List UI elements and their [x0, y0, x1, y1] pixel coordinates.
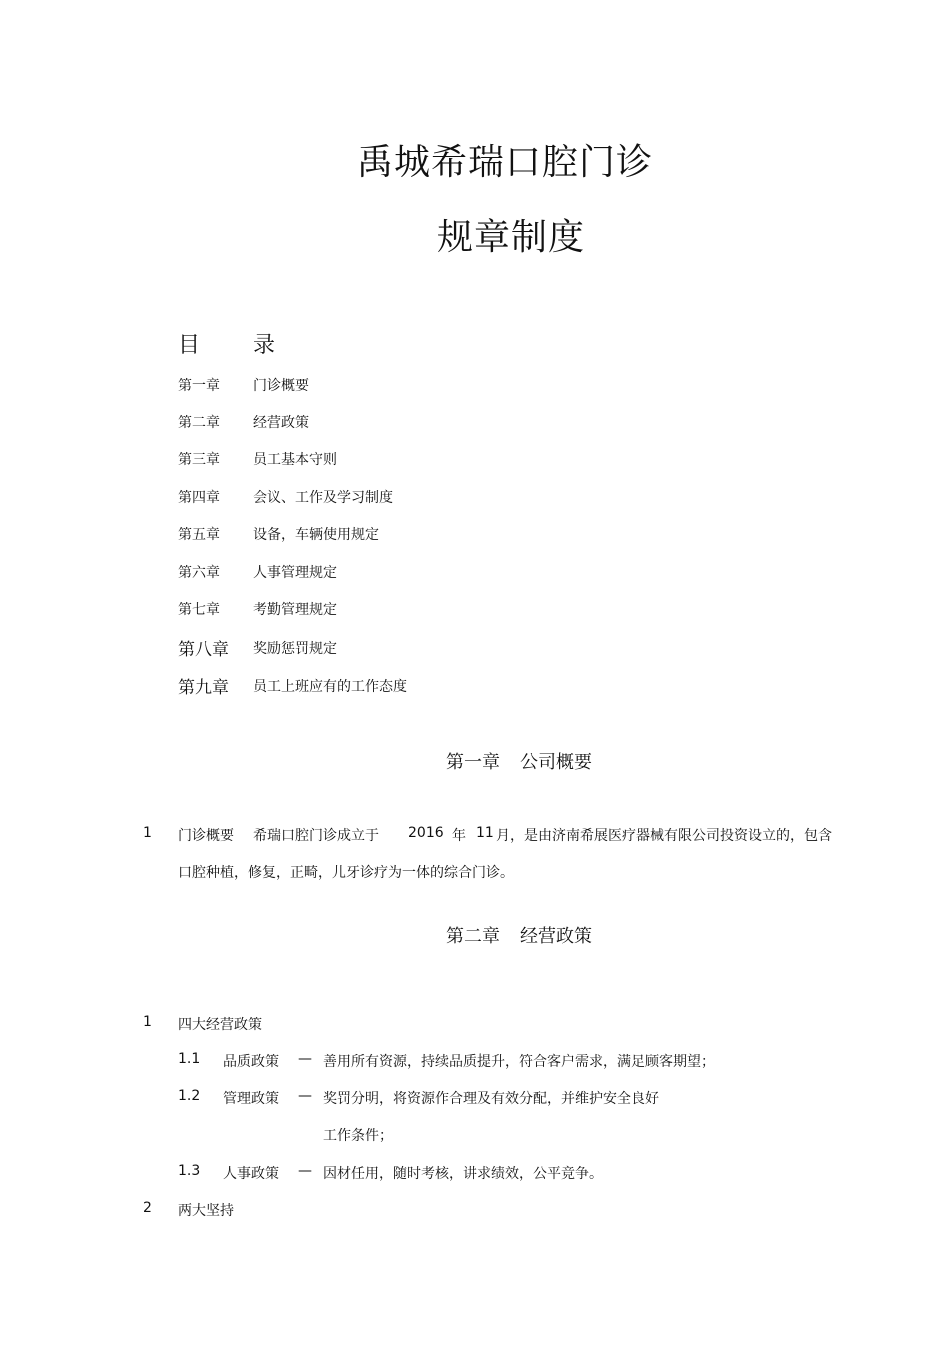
chapter1-line2: 口腔种植，修复，正畸，儿牙诊疗为一体的综合门诊。 — [178, 865, 514, 881]
policy-label: 品质政策 — [223, 1054, 279, 1070]
chapter1-text-b: 月，是由济南希展医疗器械有限公司投资设立的，包含 — [496, 828, 832, 844]
toc-item-title: 门诊概要 — [253, 378, 309, 394]
toc-item-title: 奖励惩罚规定 — [253, 641, 337, 657]
chapter1-year: 2016 — [408, 825, 444, 841]
toc-item-title: 会议、工作及学习制度 — [253, 490, 393, 506]
chapter1-month: 11 — [476, 825, 494, 841]
toc-heading-left: 目 — [178, 333, 201, 358]
toc-item-chapter: 第五章 — [178, 527, 220, 543]
chapter2-number: 第二章 — [446, 926, 500, 947]
policy-number: 1.1 — [178, 1051, 201, 1067]
toc-item-chapter: 第九章 — [178, 678, 229, 698]
policy-text-continuation: 工作条件； — [323, 1128, 393, 1144]
policy-dash: — — [298, 1163, 312, 1179]
chapter1-name: 公司概要 — [520, 752, 592, 773]
chapter1-year-unit: 年 — [452, 828, 466, 844]
document-title-line2: 规章制度 — [437, 217, 586, 258]
chapter2-name: 经营政策 — [520, 926, 592, 947]
policy-dash: — — [298, 1051, 312, 1067]
chapter2-item2-number: 2 — [143, 1200, 152, 1216]
toc-item-chapter: 第二章 — [178, 415, 220, 431]
chapter1-item-number: 1 — [143, 825, 152, 841]
toc-item-title: 考勤管理规定 — [253, 602, 337, 618]
toc-item-title: 设备，车辆使用规定 — [253, 527, 379, 543]
document-title-line1: 禹城希瑞口腔门诊 — [357, 142, 654, 183]
toc-item-title: 人事管理规定 — [253, 565, 337, 581]
chapter2-item1-number: 1 — [143, 1014, 152, 1030]
policy-number: 1.2 — [178, 1088, 201, 1104]
toc-heading-right: 录 — [253, 333, 276, 358]
toc-item-chapter: 第八章 — [178, 640, 229, 660]
chapter2-item2-label: 两大坚持 — [178, 1203, 234, 1219]
policy-text: 奖罚分明，将资源作合理及有效分配，并维护安全良好 — [323, 1091, 659, 1107]
toc-item-chapter: 第一章 — [178, 378, 220, 394]
chapter2-item1-label: 四大经营政策 — [178, 1017, 262, 1033]
policy-dash: — — [298, 1088, 312, 1104]
toc-item-chapter: 第四章 — [178, 490, 220, 506]
chapter1-item-label: 门诊概要 — [178, 828, 234, 844]
toc-item-chapter: 第六章 — [178, 565, 220, 581]
policy-label: 人事政策 — [223, 1166, 279, 1182]
toc-item-title: 经营政策 — [253, 415, 309, 431]
policy-text: 善用所有资源，持续品质提升，符合客户需求，满足顾客期望； — [323, 1054, 715, 1070]
toc-item-chapter: 第三章 — [178, 452, 220, 468]
toc-item-title: 员工上班应有的工作态度 — [253, 679, 407, 695]
toc-item-title: 员工基本守则 — [253, 452, 337, 468]
policy-number: 1.3 — [178, 1163, 201, 1179]
policy-label: 管理政策 — [223, 1091, 279, 1107]
chapter1-number: 第一章 — [446, 752, 500, 773]
policy-text: 因材任用，随时考核，讲求绩效，公平竞争。 — [323, 1166, 603, 1182]
chapter1-text-a: 希瑞口腔门诊成立于 — [253, 828, 379, 844]
toc-item-chapter: 第七章 — [178, 602, 220, 618]
